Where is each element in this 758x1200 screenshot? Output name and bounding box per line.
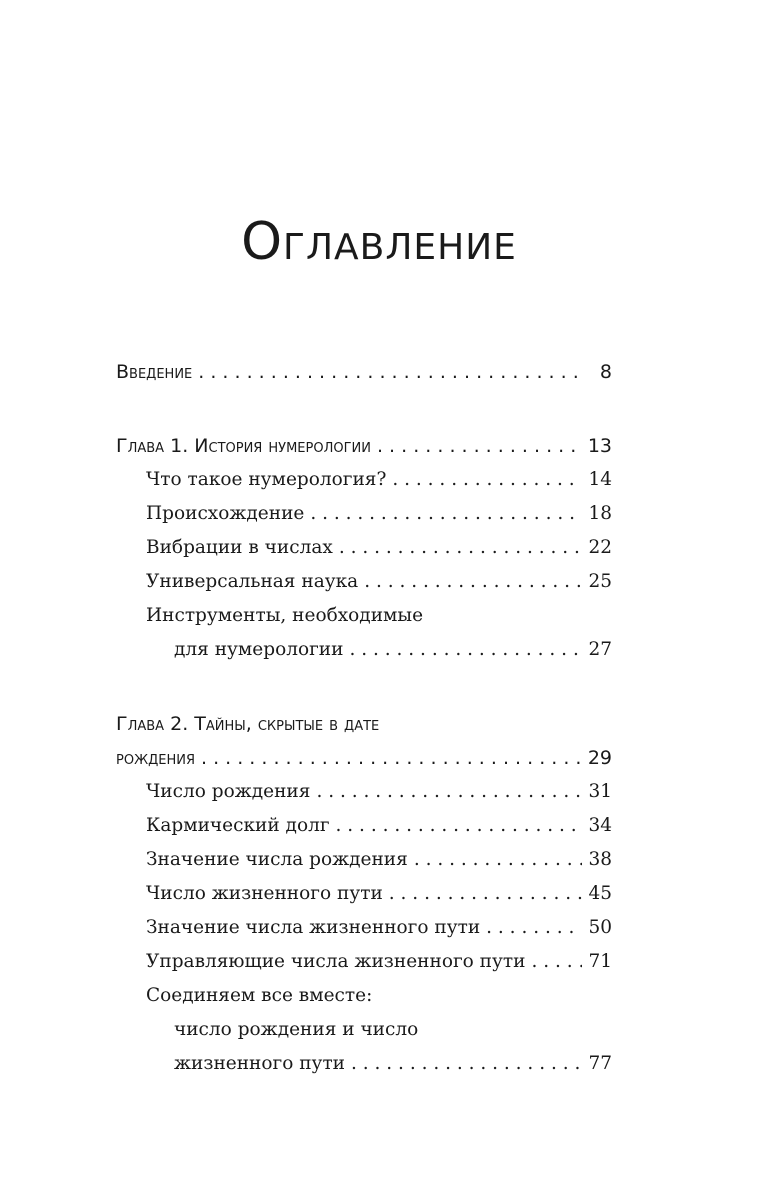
toc-entry-page: 27 xyxy=(588,639,612,660)
toc-entry-line: Соединяем все вместе: xyxy=(146,985,373,1006)
leader-dots xyxy=(414,843,583,877)
toc-entry-page: 38 xyxy=(588,849,612,870)
leader-dots xyxy=(336,809,583,843)
toc-entry-page: 34 xyxy=(588,815,612,836)
toc-entry-line: Глава 2. Тайны, скрытые в дате xyxy=(116,713,380,735)
toc-entry-page: 71 xyxy=(588,951,612,972)
toc-entry[interactable] xyxy=(116,945,612,979)
toc-entry-page: 14 xyxy=(588,469,612,490)
leader-dots xyxy=(198,355,586,389)
toc-entry-label: Универсальная наука xyxy=(146,571,359,592)
toc-entry-label: Глава 1. История нумерологии xyxy=(116,435,371,457)
toc-entry[interactable] xyxy=(116,1047,612,1081)
leader-dots xyxy=(316,775,582,809)
leader-dots xyxy=(531,945,582,979)
toc-entry-label: Число жизненного пути xyxy=(146,883,383,904)
leader-dots xyxy=(351,1047,582,1081)
toc-entry[interactable] xyxy=(116,877,612,911)
toc-entry[interactable] xyxy=(116,911,612,945)
toc-entry-page: 29 xyxy=(587,747,612,769)
toc-entry-chapter-1[interactable] xyxy=(116,429,612,463)
toc-entry-label: Значение числа жизненного пути xyxy=(146,917,481,938)
toc-entry-page: 22 xyxy=(588,537,612,558)
leader-dots xyxy=(377,429,582,463)
toc-entry-page: 50 xyxy=(588,917,612,938)
toc-entry-chapter-2[interactable] xyxy=(116,741,612,775)
leader-dots xyxy=(201,741,582,775)
table-of-contents xyxy=(116,355,612,1081)
leader-dots xyxy=(392,463,582,497)
leader-dots xyxy=(364,565,582,599)
toc-entry-label: Кармический долг xyxy=(146,815,330,836)
toc-entry-page: 77 xyxy=(588,1053,612,1074)
toc-entry-label: для нумерологии xyxy=(174,639,344,660)
toc-entry-page: 25 xyxy=(588,571,612,592)
toc-entry[interactable] xyxy=(116,565,612,599)
toc-entry-intro[interactable] xyxy=(116,355,612,389)
toc-entry-page: 45 xyxy=(588,883,612,904)
toc-entry-page: 8 xyxy=(599,361,612,383)
page-title: Оглавление xyxy=(241,212,517,272)
toc-entry[interactable] xyxy=(116,531,612,565)
toc-entry-label: рождения xyxy=(116,747,195,769)
toc-entry[interactable] xyxy=(116,497,612,531)
toc-entry-label: Значение числа рождения xyxy=(146,849,408,870)
toc-entry-line: Инструменты, необходимые xyxy=(146,605,424,626)
toc-entry-label: жизненного пути xyxy=(174,1053,346,1074)
toc-entry-page: 31 xyxy=(588,781,612,802)
toc-entry-label: Управляющие числа жизненного пути xyxy=(146,951,526,972)
leader-dots xyxy=(310,497,582,531)
toc-entry-label: Происхождение xyxy=(146,503,305,524)
leader-dots xyxy=(339,531,583,565)
leader-dots xyxy=(389,877,583,911)
toc-entry-label: Введение xyxy=(116,361,193,383)
toc-entry-label: Число рождения xyxy=(146,781,311,802)
toc-entry[interactable] xyxy=(116,809,612,843)
toc-entry-page: 18 xyxy=(588,503,612,524)
toc-entry[interactable] xyxy=(116,633,612,667)
toc-entry[interactable] xyxy=(116,843,612,877)
toc-entry[interactable] xyxy=(116,463,612,497)
toc-entry-line: число рождения и число xyxy=(174,1019,419,1040)
toc-entry-page: 13 xyxy=(587,435,612,457)
toc-entry[interactable] xyxy=(116,775,612,809)
toc-entry-label: Что такое нумерология? xyxy=(146,469,387,490)
leader-dots xyxy=(349,633,582,667)
leader-dots xyxy=(486,911,582,945)
toc-entry-label: Вибрации в числах xyxy=(146,537,333,558)
